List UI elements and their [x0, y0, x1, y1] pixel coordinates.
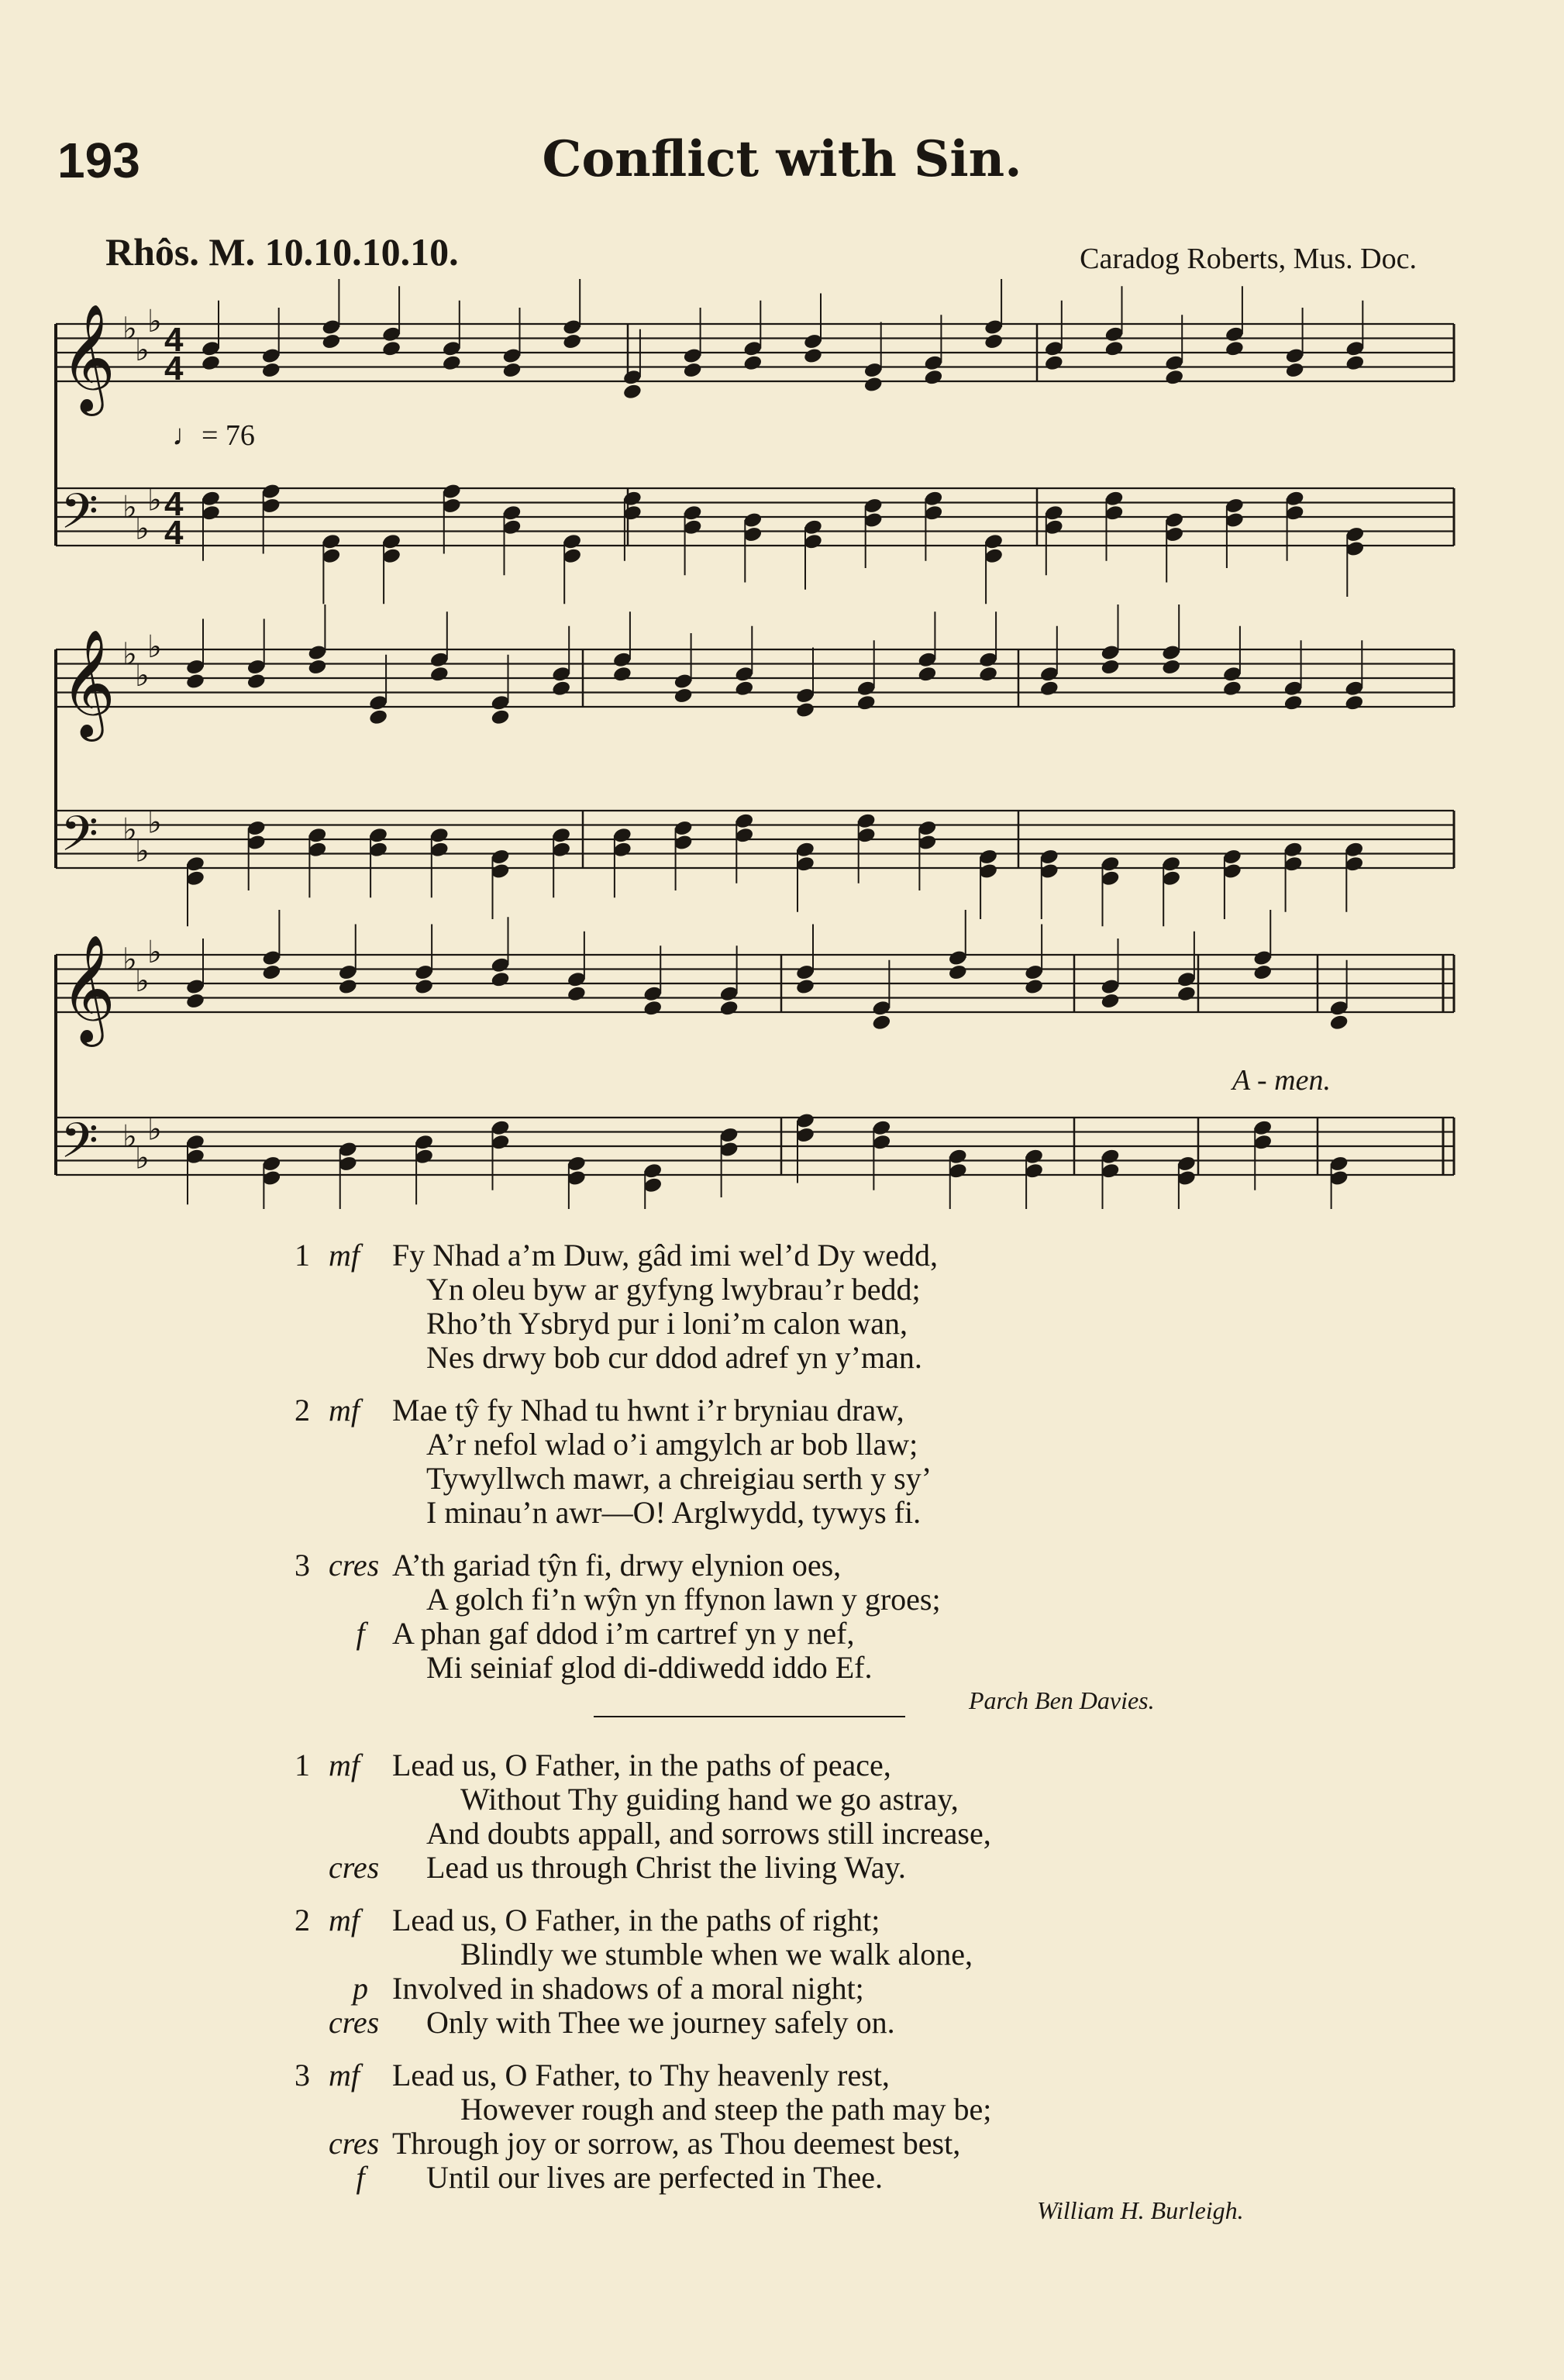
- flat-sign: ♭: [122, 811, 137, 848]
- note-head: [1252, 963, 1273, 981]
- note-head: [1225, 339, 1245, 357]
- note-head: [185, 673, 205, 691]
- note-head: [1161, 658, 1181, 676]
- bass-clef: 𝄢: [60, 1111, 98, 1181]
- divider: [594, 1716, 905, 1717]
- note-head: [1164, 368, 1184, 386]
- note-head: [803, 347, 823, 365]
- welsh-verse-3: 3 cres A’th gariad tŷn fi, drwy elynion oes, A golch fi’n wŷn yn ffynon lawn y groes; f A phan gaf ddod i’m cartref yn y nef, Mi seiniaf glod di-ddiwedd iddo Ef.: [295, 1548, 941, 1685]
- flat-sign: ♭: [147, 935, 162, 970]
- note-head: [1176, 985, 1197, 1003]
- note-head: [795, 978, 815, 996]
- note-head: [642, 999, 663, 1017]
- note-head: [307, 658, 327, 676]
- note-head: [856, 694, 877, 711]
- note-head: [612, 665, 632, 683]
- page-title: Conflict with Sin.: [542, 130, 1022, 188]
- note-head: [1039, 680, 1059, 697]
- quarter-note-icon: ♩: [172, 419, 202, 452]
- treble-clef: 𝄞: [60, 629, 115, 737]
- time-signature-top: 4: [164, 485, 184, 523]
- flat-sign: ♭: [122, 1118, 137, 1155]
- note-head: [795, 701, 815, 719]
- note-head: [185, 992, 205, 1010]
- flat-sign: ♭: [135, 511, 150, 547]
- english-verse-2: 2 mf Lead us, O Father, in the paths of right; Blindly we stumble when we walk alone, p Involved in shadows of a moral night; cres Only with Thee we journey safely on.: [295, 1903, 973, 2040]
- flat-sign: ♭: [135, 332, 150, 368]
- note-head: [984, 332, 1004, 350]
- note-head: [673, 687, 694, 704]
- time-signature-bottom: 4: [164, 350, 184, 387]
- note-head: [622, 383, 642, 401]
- note-head: [381, 339, 401, 357]
- flat-sign: ♭: [122, 489, 137, 525]
- treble-clef: 𝄞: [60, 304, 115, 412]
- note-head: [562, 332, 582, 350]
- note-head: [490, 970, 510, 988]
- tune-name: Rhôs. M. 10.10.10.10.: [105, 230, 459, 274]
- amen-lyric: A - men.: [1232, 1064, 1331, 1097]
- note-head: [863, 376, 884, 394]
- flat-sign: ♭: [135, 1140, 150, 1176]
- treble-clef: 𝄞: [60, 935, 115, 1042]
- note-head: [948, 963, 968, 981]
- note-head: [923, 368, 943, 386]
- welsh-verse-2: 2 mf Mae tŷ fy Nhad tu hwnt i’r bryniau draw, A’r nefol wlad o’i amgylch ar bob llaw; Tywyllwch mawr, a chreigiau serth y sy’ I minau’n awr—O! Arglwydd, tywys fi.: [295, 1393, 932, 1530]
- note-head: [414, 978, 434, 996]
- flat-sign: ♭: [135, 833, 150, 870]
- note-head: [978, 665, 998, 683]
- note-head: [1044, 354, 1064, 372]
- note-head: [1283, 694, 1304, 711]
- composer: Caradog Roberts, Mus. Doc.: [1080, 243, 1417, 275]
- note-head: [1345, 354, 1365, 372]
- note-head: [683, 361, 703, 379]
- note-head: [734, 680, 754, 697]
- flat-sign: ♭: [147, 804, 162, 841]
- time-signature-bottom: 4: [164, 514, 184, 552]
- note-head: [871, 1014, 891, 1032]
- welsh-verse-1: 1 mf Fy Nhad a’m Duw, gâd imi wel’d Dy wedd, Yn oleu byw ar gyfyng lwybrau’r bedd; Rho’th Ysbryd pur i loni’m calon wan, Nes drwy bob cur ddod adref yn y’man.: [295, 1238, 938, 1375]
- flat-sign: ♭: [135, 963, 150, 999]
- note-head: [1100, 992, 1120, 1010]
- english-verse-3: 3 mf Lead us, O Father, to Thy heavenly rest, However rough and steep the path may be; cres Through joy or sorrow, as Thou deemest best, f Until our lives are perfected in Thee.: [295, 2058, 992, 2195]
- note-head: [1222, 680, 1242, 697]
- note-head: [567, 985, 587, 1003]
- bass-clef: 𝄢: [60, 482, 98, 552]
- bass-clef: 𝄢: [60, 804, 98, 874]
- note-head: [442, 354, 462, 372]
- note-head: [338, 978, 358, 996]
- note-head: [261, 963, 281, 981]
- note-head: [1329, 1014, 1349, 1032]
- flat-sign: ♭: [147, 629, 162, 665]
- note-head: [1024, 978, 1044, 996]
- hymn-number: 193: [57, 133, 140, 188]
- note-head: [1104, 339, 1124, 357]
- note-head: [246, 673, 267, 691]
- note-head: [719, 999, 739, 1017]
- note-head: [917, 665, 937, 683]
- note-head: [429, 665, 450, 683]
- note-head: [1285, 361, 1305, 379]
- english-author: William H. Burleigh.: [1037, 2196, 1244, 2224]
- note-head: [501, 361, 522, 379]
- note-head: [261, 361, 281, 379]
- english-verse-1: 1 mf Lead us, O Father, in the paths of peace, Without Thy guiding hand we go astray, And doubts appall, and sorrows still increase, cres Lead us through Christ the living Way.: [295, 1748, 991, 1885]
- tempo-marking: ♩= 76: [172, 419, 255, 452]
- welsh-author: Parch Ben Davies.: [969, 1686, 1155, 1714]
- time-signature-top: 4: [164, 321, 184, 359]
- flat-sign: ♭: [122, 311, 137, 347]
- note-head: [321, 332, 341, 350]
- flat-sign: ♭: [147, 1111, 162, 1148]
- flat-sign: ♭: [147, 482, 162, 518]
- note-head: [1344, 694, 1364, 711]
- flat-sign: ♭: [147, 304, 162, 339]
- note-head: [201, 354, 221, 372]
- flat-sign: ♭: [135, 658, 150, 694]
- note-head: [1100, 658, 1120, 676]
- note-head: [490, 708, 510, 726]
- note-head: [742, 354, 763, 372]
- note-head: [551, 680, 571, 697]
- flat-sign: ♭: [122, 636, 137, 673]
- note-head: [368, 708, 388, 726]
- flat-sign: ♭: [122, 942, 137, 978]
